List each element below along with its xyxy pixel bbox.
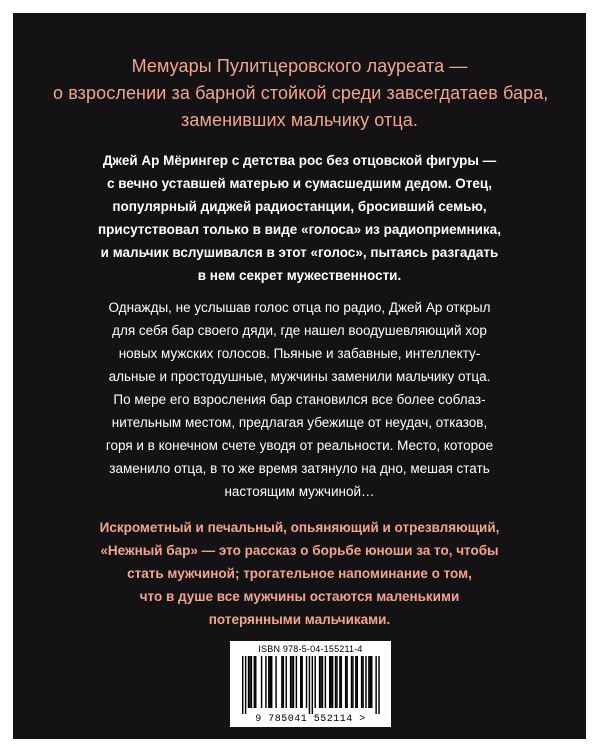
barcode-bar [261,656,262,708]
barcode-bar [309,656,310,714]
barcode-bar [371,656,372,708]
barcode-bar [248,656,249,708]
paragraph-line: нительным местом, предлагая убежище от неудач, отказов, [111,415,488,430]
barcode-bar [351,656,352,708]
barcode-bar [300,656,301,708]
barcode-bar [319,656,320,708]
barcode-bar [296,656,297,708]
barcode-bar [355,656,356,708]
barcode-digits: 9 785041 552114 > [255,714,366,725]
barcode-bar [255,656,256,708]
barcode-bar [291,656,292,708]
paragraph-line: Джей Ар Мёрингер с детства рос без отцовской фигуры — [102,153,497,168]
description-paragraph-2 [53,296,546,503]
barcode-bar [370,656,371,708]
tagline-line: о взрослении за барной стойкой среди завсегдатаев бара, [53,83,549,103]
tagline-line: Мемуары Пулитцеровского лауреата — [131,56,468,76]
paragraph-line: горя и в конечном счете уводя от реальности. Место, которое [105,438,494,453]
barcode-bar [320,656,321,708]
paragraph-line: По мере его взросления бар становился все более соблаз- [113,392,486,407]
paragraph-line: новых мужских голосов. Пьяные и забавные, интеллекту- [118,346,481,361]
barcode-bar [325,656,326,708]
barcode-bar [375,656,376,714]
paragraph-line: и мальчик вслушивался в этот «голос», пытаясь разгадать [100,245,499,260]
barcode-bar [330,656,331,708]
barcode-bar [265,656,266,708]
barcode-bar [242,656,243,714]
barcode-bar [332,656,333,708]
barcode-bar [245,656,246,714]
paragraph-line: Однажды, не услышав голос отца по радио, Джей Ар открыл [108,300,491,315]
barcode-bar [352,656,353,708]
barcode-bar [362,656,363,708]
barcode-bar [290,656,291,708]
barcode-bar [336,656,337,708]
paragraph-line: настоящим мужчиной… [224,484,375,499]
description-paragraph-1 [53,149,546,287]
barcode-bar [339,656,340,708]
paragraph-line: Искрометный и печальный, опьяняющий и отрезвляющий, [99,520,500,535]
barcode-bar [312,656,313,714]
barcode-bar [271,656,272,708]
barcode-bar [368,656,369,708]
barcode-bar [283,656,284,708]
paragraph-line: присутствовал только в виде «голоса» из радиоприемника, [98,222,501,237]
barcode-bar [322,656,323,708]
barcode-bar [345,656,346,708]
barcode-bar [341,656,342,708]
barcode-bar [335,656,336,708]
book-back-cover [13,13,586,739]
tagline-line: заменивших мальчику отца. [181,110,418,130]
isbn-barcode [230,641,391,727]
paragraph-line: потерянными мальчиками. [208,612,391,627]
barcode-bar [270,656,271,708]
paragraph-line: популярный диджей радиостанции, бросивший семью, [112,199,487,214]
barcode-bar [301,656,302,708]
isbn-number: ISBN 978-5-04-155211-4 [258,644,363,654]
paragraph-line: с вечно уставшей матерью и сумасшедшим дедом. Отец, [107,176,492,191]
barcode-bar [293,656,294,708]
barcode-bar [346,656,347,708]
barcode-bar [329,656,330,708]
paragraph-line: альные и простодушные, мужчины заменили мальчику отца. [108,369,491,384]
barcode-bar [286,656,287,708]
paragraph-line: что в душе все мужчины остаются маленькими [139,589,460,604]
paragraph-line: стать мужчиной; трогательное напоминание о том, [127,566,472,581]
paragraph-line: «Нежный бар» — это рассказ о борьбе юноши за то, чтобы [100,543,499,558]
barcode-bar [357,656,358,708]
barcode-bar [268,656,269,708]
description-paragraph-3 [53,516,546,631]
barcode-bars [234,656,387,714]
barcode-bar [275,656,276,708]
tagline [53,53,549,134]
barcode-bar [361,656,362,708]
barcode-bar [251,656,252,708]
barcode-bar [315,656,316,708]
paragraph-line: заменило отца, в то же время затянуло на дно, мешая стать [109,461,490,476]
barcode-bar [249,656,250,708]
barcode-bar [281,656,282,708]
barcode-bar [365,656,366,708]
barcode-bar [306,656,307,708]
barcode-bar [254,656,255,708]
barcode-bar [378,656,379,714]
paragraph-line: для себя бар своего дяди, где нашел воодушевляющий хор [112,323,487,338]
paragraph-line: в нем секрет мужественности. [197,268,402,283]
